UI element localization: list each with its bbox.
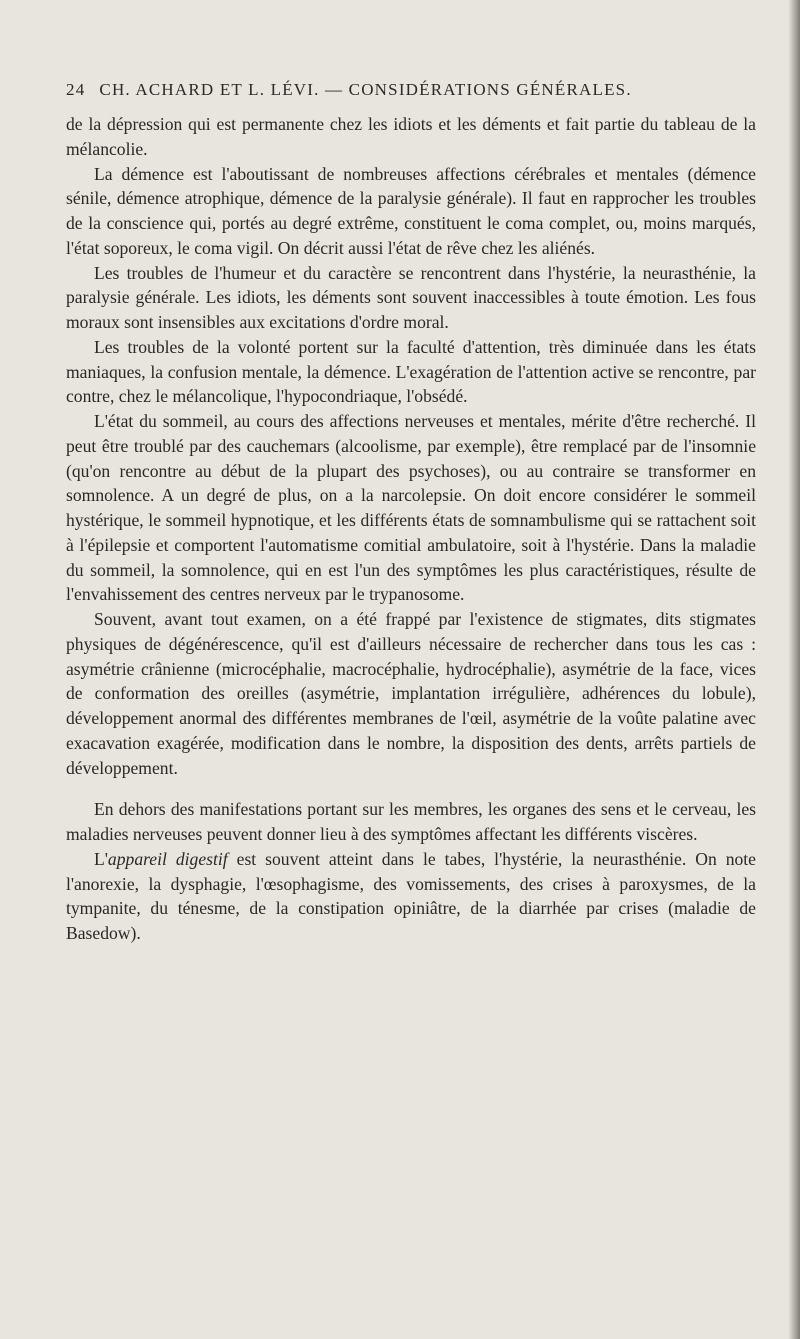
paragraph-3: Les troubles de l'humeur et du caractère se rencontrent dans l'hystérie, la neurasthénie, la paralysie générale. Les idiots, les déments sont souvent inaccessibles à toute émotion. Les fous moraux sont insensibles aux excitations d'ordre moral. <box>66 262 756 332</box>
paragraph-4: Les troubles de la volonté portent sur la faculté d'attention, très diminuée dans les états maniaques, la confusion mentale, la démence. L'exagération de l'attention active se rencontre, par contre, chez le mélancolique, l'hypocondriaque, l'obsédé. <box>66 336 756 407</box>
page-number: 24 <box>66 80 86 99</box>
body-text <box>66 112 756 946</box>
paragraph-7: En dehors des manifestations portant sur les membres, les organes des sens et le cerveau, les maladies nerveuses peuvent donner lieu à des symptômes affectant les différents viscères. <box>66 799 756 844</box>
running-header <box>66 80 756 100</box>
paragraph-8 <box>66 847 756 946</box>
paragraph-8-lead: L' <box>94 848 108 869</box>
italic-term: appareil digestif <box>107 848 228 869</box>
paragraph-5: L'état du sommeil, au cours des affections nerveuses et mentales, mérite d'être recherché. Il peut être troublé par des cauchemars (alcoolisme, par exemple), être remplacé par de l'insomnie (qu'on rencontre au début de la plupart des psychoses), ou au contraire se transformer en somnolence. A un degré de plus, on a la narcolepsie. On doit encore considérer le sommeil hystérique, le sommeil hypnotique, et les différents états de somnambulisme qui se rattachent soit à l'épilepsie et comportent l'automatisme comitial ambulatoire, soit à l'hystérie. Dans la maladie du sommeil, la somnolence, qui en est l'un des symptômes les plus caractéristiques, résulte de l'envahissement des centres nerveux par le trypanosome. <box>66 411 756 605</box>
running-title: CH. ACHARD ET L. LÉVI. — CONSIDÉRATIONS GÉNÉRALES. <box>99 80 632 99</box>
paragraph-8-text: est souvent atteint dans le tabes, l'hystérie, la neurasthénie. On note l'anorexie, la dysphagie, l'œsophagisme, des vomissements, des crises à paroxysmes, de la tympanite, du ténesme, de la constipation opiniâtre, de la diarrhée par crises (maladie de Basedow). <box>66 848 756 943</box>
page-edge-shadow <box>788 0 800 1339</box>
paragraph-1: de la dépression qui est permanente chez les idiots et les déments et fait partie du tableau de la mélancolie. <box>66 114 756 159</box>
paragraph-6: Souvent, avant tout examen, on a été frappé par l'existence de stigmates, dits stigmates physiques de dégénérescence, qu'il est d'ailleurs nécessaire de rechercher dans tous les cas : asymétrie crânienne (microcéphalie, macrocéphalie, hydrocéphalie), asymétrie de la face, vices de conformation des oreilles (asymétrie, implantation irrégulière, adhérences du lobule), développement anormal des différentes membranes de l'œil, asymétrie de la voûte palatine avec exacavation exagérée, modification dans le nombre, la disposition des dents, arrêts partiels de développement. <box>66 609 756 778</box>
paragraph-2: La démence est l'aboutissant de nombreuses affections cérébrales et mentales (démence sénile, démence atrophique, démence de la paralysie générale). Il faut en rapprocher les troubles de la conscience qui, portés au degré extrême, constituent le coma complet, ou, moins marqués, l'état soporeux, le coma vigil. On décrit aussi l'état de rêve chez les aliénés. <box>66 163 756 258</box>
